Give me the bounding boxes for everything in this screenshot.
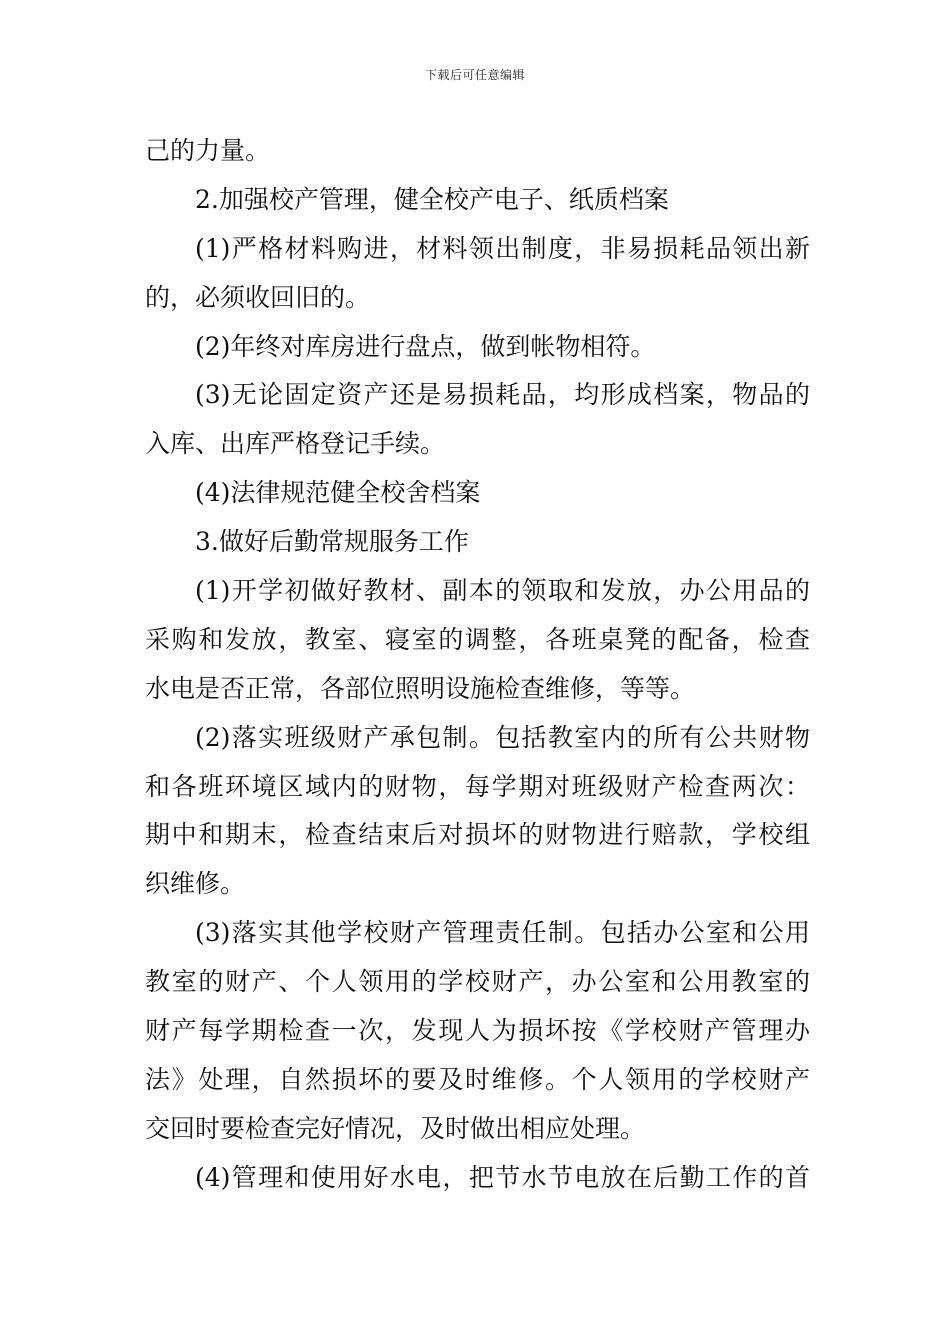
text-line: (1)开学初做好教材、副本的领取和发放，办公用品的: [195, 576, 810, 606]
text-line: (3)无论固定资产还是易损耗品，均形成档案，物品的: [195, 380, 810, 410]
text-line: 财产每学期检查一次，发现人为损坏按《学校财产管理办: [145, 1016, 810, 1046]
text-line: 和各班环境区域内的财物，每学期对班级财产检查两次：: [145, 771, 810, 801]
text-line: (1)严格材料购进，材料领出制度，非易损耗品领出新: [195, 233, 810, 263]
text-line: 的，必须收回旧的。: [145, 282, 371, 312]
text-line: 采购和发放，教室、寝室的调整，各班桌凳的配备，检查: [145, 624, 810, 654]
text-line: 法》处理，自然损坏的要及时维修。个人领用的学校财产: [145, 1064, 810, 1094]
text-line: 教室的财产、个人领用的学校财产，办公室和公用教室的: [145, 967, 810, 997]
text-line: 3.做好后勤常规服务工作: [195, 527, 469, 557]
text-line: 入库、出库严格登记手续。: [145, 429, 446, 459]
text-line: (2)年终对库房进行盘点，做到帐物相符。: [195, 331, 656, 361]
page-header-note: 下载后可任意编辑: [424, 68, 525, 82]
text-line: (4)法律规范健全校舍档案: [195, 478, 481, 508]
text-line: (4)管理和使用好水电，把节水节电放在后勤工作的首: [195, 1162, 810, 1192]
text-line: 己的力量。: [145, 136, 271, 165]
text-line: 水电是否正常，各部位照明设施检查维修，等等。: [145, 673, 696, 703]
text-line: 交回时要检查完好情况，及时做出相应处理。: [145, 1113, 646, 1143]
text-line: 织维修。: [145, 869, 246, 899]
document-body: [145, 127, 810, 1203]
text-line: 期中和期末，检查结束后对损坏的财物进行赔款，学校组: [145, 820, 810, 850]
text-line: (2)落实班级财产承包制。包括教室内的所有公共财物: [195, 722, 810, 752]
text-line: (3)落实其他学校财产管理责任制。包括办公室和公用: [195, 918, 810, 948]
text-line: 2.加强校产管理，健全校产电子、纸质档案: [195, 184, 669, 214]
